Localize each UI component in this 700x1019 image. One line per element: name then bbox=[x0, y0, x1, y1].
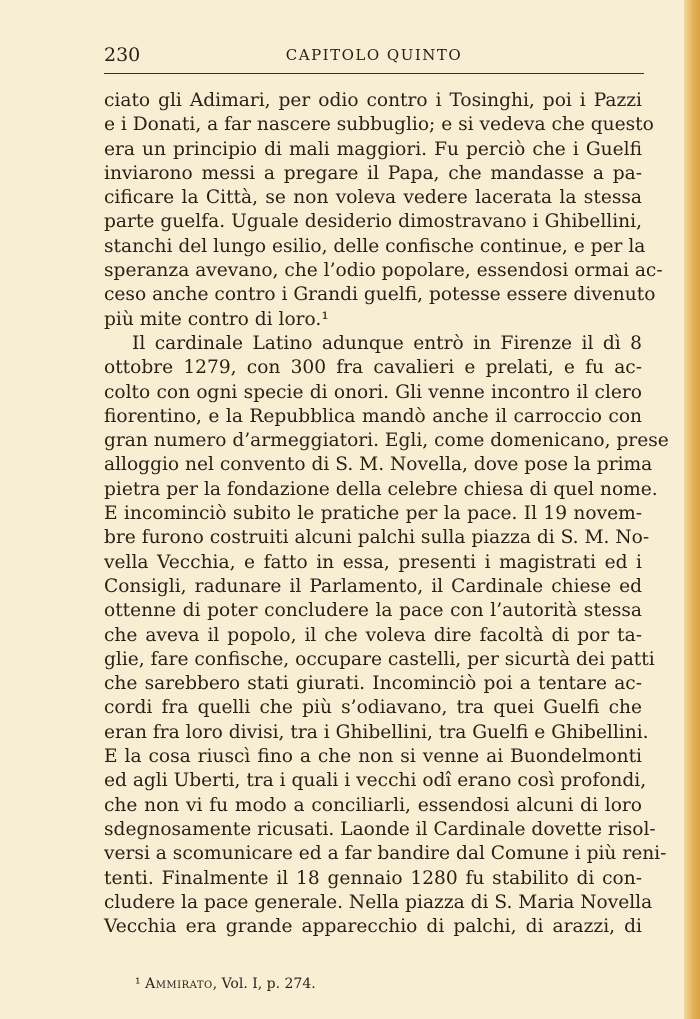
text-line: bre furono costruiti alcuni palchi sulla piazza di S. M. No- bbox=[104, 527, 650, 549]
text-line: E incominciò subito le pratiche per la pace. Il 19 novem- bbox=[104, 503, 642, 525]
text-line: tenti. Finalmente il 18 gennaio 1280 fu stabilito di con- bbox=[104, 867, 642, 889]
text-line: parte guelfa. Uguale desiderio dimostravano i Ghibellini, bbox=[104, 211, 642, 233]
text-line: cludere la pace generale. Nella piazza di S. Maria Novella bbox=[104, 891, 653, 913]
text-line: colto con ogni specie di onori. Gli venne incontro il clero bbox=[104, 381, 642, 403]
text-line: ottenne di poter concludere la pace con l’autorità stessa bbox=[104, 600, 642, 622]
page-edge bbox=[684, 0, 700, 1019]
text-line: cordi fra quelli che più s’odiavano, tra quei Guelfi che bbox=[104, 697, 642, 719]
text-line: Il cardinale Latino adunque entrò in Firenze il dì 8 bbox=[132, 332, 642, 354]
text-line: sdegnosamente ricusati. Laonde il Cardinale dovette risol- bbox=[104, 818, 656, 840]
text-line: cificare la Città, se non voleva vedere lacerata la stessa bbox=[104, 187, 642, 209]
text-line: Consigli, radunare il Parlamento, il Cardinale chiese ed bbox=[104, 575, 642, 597]
text-line: ottobre 1279, con 300 fra cavalieri e prelati, e fu ac- bbox=[104, 357, 642, 379]
paragraph bbox=[104, 332, 669, 939]
text-line: E la cosa riuscì fino a che non si venne ai Buondelmonti bbox=[104, 746, 642, 768]
header-rule bbox=[104, 73, 644, 74]
text-line: gran numero d’armeggiatori. Egli, come domenicano, prese bbox=[104, 430, 669, 452]
paragraph bbox=[104, 89, 663, 332]
text-line: che aveva il popolo, il che voleva dire facoltà di por ta- bbox=[104, 624, 642, 646]
footnote-marker: ¹ bbox=[135, 976, 141, 992]
text-line: speranza avevano, che l’odio popolare, essendosi ormai ac- bbox=[104, 260, 663, 282]
text-line: che non vi fu modo a conciliarli, essendosi alcuni di loro bbox=[104, 794, 642, 816]
text-line: versi a scomunicare ed a far bandire dal Comune i più reni- bbox=[104, 843, 667, 865]
text-line: ciato gli Adimari, per odio contro i Tosinghi, poi i Pazzi bbox=[104, 90, 642, 111]
text-line: pietra per la fondazione della celebre chiesa di quel nome. bbox=[104, 478, 658, 500]
text-line: fiorentino, e la Repubblica mandò anche il carroccio con bbox=[104, 405, 642, 427]
text-line: stanchi del lungo esilio, delle confische continue, e per la bbox=[104, 235, 646, 257]
body-text bbox=[104, 89, 669, 939]
text-line: inviarono messi a pregare il Papa, che mandasse a pa- bbox=[104, 162, 642, 184]
text-line: era un principio di mali maggiori. Fu perciò che i Guelfi bbox=[104, 138, 642, 160]
running-title: CAPITOLO QUINTO bbox=[285, 46, 463, 64]
text-line: vella Vecchia, e fatto in essa, presenti i magistrati ed i bbox=[104, 551, 642, 573]
page-header bbox=[104, 44, 644, 74]
footnote-reference: , Vol. I, p. 274. bbox=[212, 976, 316, 992]
text-line: glie, fare confische, occupare castelli, per sicurtà dei patti bbox=[104, 648, 655, 670]
text-line: alloggio nel convento di S. M. Novella, dove pose la prima bbox=[104, 454, 653, 476]
text-line: e i Donati, a far nascere subbuglio; e si vedeva che questo bbox=[104, 114, 654, 136]
text-line: che sarebbero stati giurati. Incominciò poi a tentare ac- bbox=[104, 673, 642, 695]
text-line: eran fra loro divisi, tra i Ghibellini, tra Guelfi e Ghibellini. bbox=[104, 721, 649, 743]
text-line: Vecchia era grande apparecchio di palchi, di arazzi, di bbox=[104, 916, 642, 938]
page-number: 230 bbox=[104, 44, 141, 66]
text-line: ed agli Uberti, tra i quali i vecchi odî erano così profondi, bbox=[104, 770, 647, 792]
footnote-author: Ammirato bbox=[145, 976, 213, 992]
footnote bbox=[135, 976, 316, 992]
text-line: ceso anche contro i Grandi guelfi, potesse essere divenuto bbox=[104, 284, 656, 306]
text-line: più mite contro di loro.¹ bbox=[104, 308, 329, 330]
